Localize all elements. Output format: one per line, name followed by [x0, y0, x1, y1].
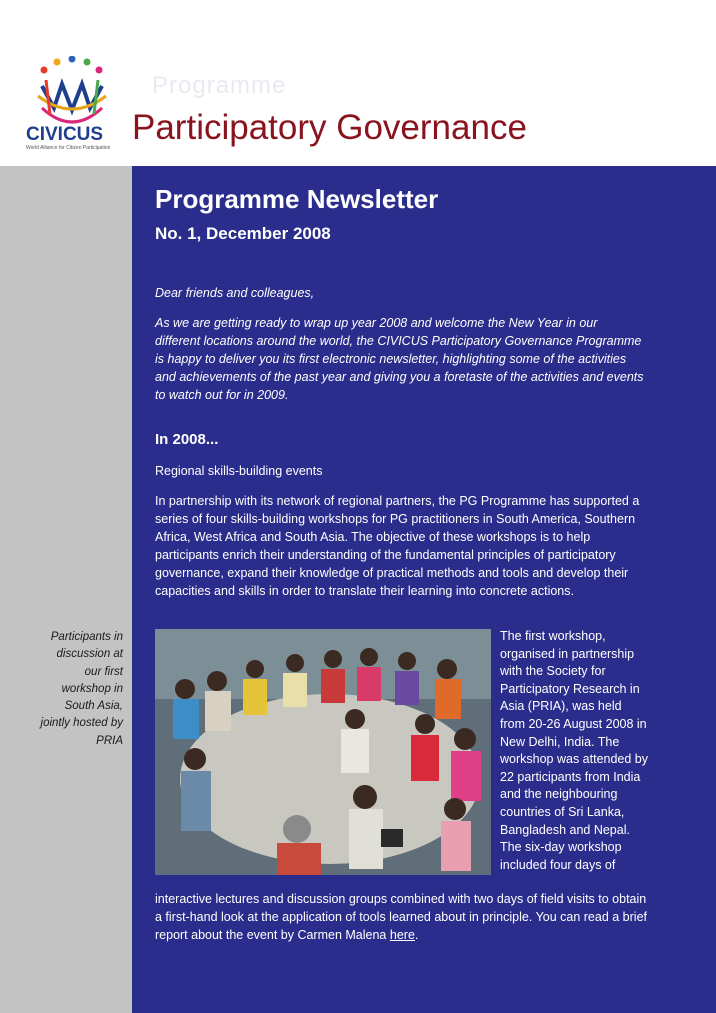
- photo-caption: Participants in discussion at our first workshop in South Asia, jointly hosted by PRIA: [40, 631, 123, 747]
- report-link[interactable]: here: [389, 928, 415, 942]
- workshop-photo: [155, 629, 491, 875]
- first-workshop-text: The first workshop, organised in partnership with the Society for Participatory Research in Asia (PRIA), was held from 20-26 August 2008 in New Delhi, India. The workshop was attended by 22 participants from India and the neighbouring countries of Sri Lanka, Bangladesh and Nepal. The six-day workshop included four days of: [500, 629, 649, 872]
- continued-text-body: interactive lectures and discussion groups combined with two days of field visits to obtain a first-hand look at the application of tools learned about in principle. You can read a brief report about the event by Carmen Malena: [155, 892, 647, 942]
- section-subheading: Regional skills-building events: [155, 464, 323, 478]
- civicus-logo: [24, 56, 124, 152]
- continued-text: [155, 890, 651, 944]
- header-ghost-text: Programme: [152, 72, 287, 99]
- header: [0, 0, 716, 166]
- page-title: Participatory Governance: [132, 108, 527, 147]
- section-heading: In 2008...: [155, 431, 219, 448]
- svg-text:CIVICUS: CIVICUS: [26, 124, 104, 145]
- left-sidebar: [0, 166, 132, 1013]
- newsletter-issue: No. 1, December 2008: [155, 224, 331, 243]
- workshops-paragraph: In partnership with its network of regional partners, the PG Programme has supported a series of four skills-building workshops for PG practitioners in South America, Southern Africa, West Africa and South Asia. The objective of these workshops is to help participants enrich their understanding of the fundamental principles of participatory governance, expand their knowledge of practical methods and tools and develop their capacities and skills in order to translate their learning into concrete actions.: [155, 494, 640, 598]
- svg-text:World Alliance for Citizen Par: World Alliance for Citizen Participation: [26, 145, 111, 151]
- newsletter-title: Programme Newsletter: [155, 184, 439, 214]
- greeting: Dear friends and colleagues,: [155, 286, 315, 300]
- intro-paragraph: As we are getting ready to wrap up year 2008 and welcome the New Year in our different locations around the world, the CIVICUS Participatory Governance Programme is happy to deliver you its first electronic newsletter, highlighting some of the activities and achievements of the past year and giving you a foretaste of the activities and events to watch out for in 2009.: [155, 316, 644, 402]
- end-punctuation: .: [414, 928, 419, 942]
